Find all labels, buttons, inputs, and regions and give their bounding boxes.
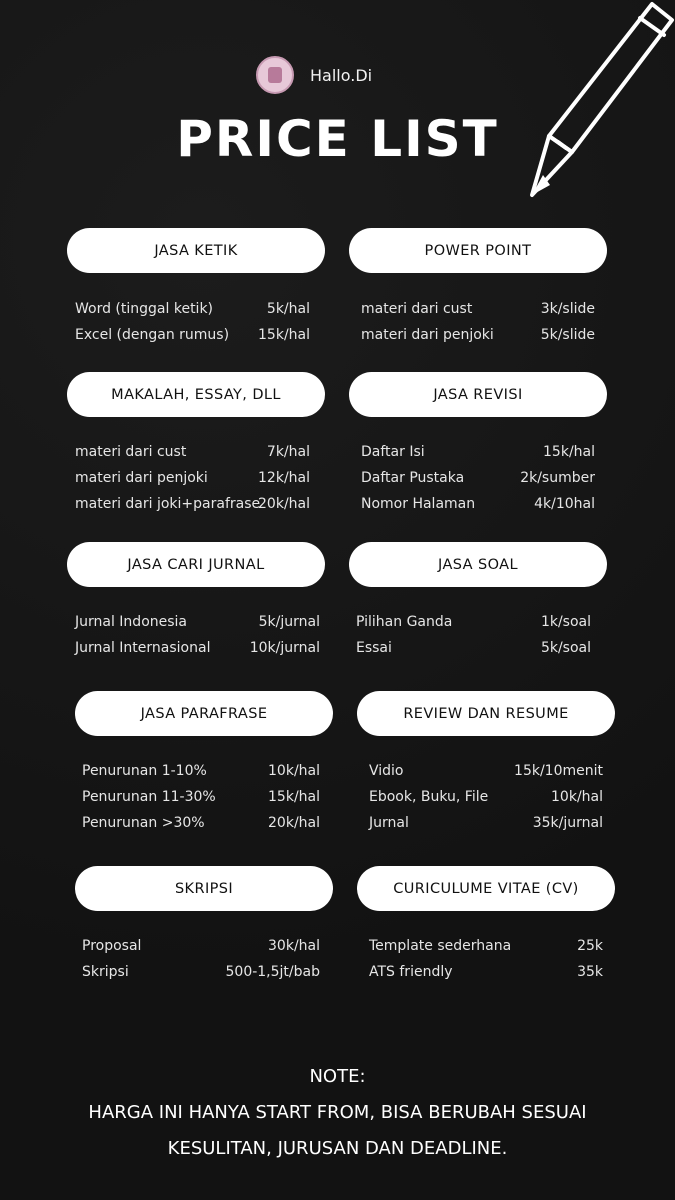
- item-price: 15k/hal: [258, 327, 310, 343]
- brand: [256, 56, 372, 94]
- note-line-1: HARGA INI HANYA START FROM, BISA BERUBAH SESUAI: [88, 1102, 587, 1123]
- price-row: [369, 789, 603, 815]
- page-title: PRICE LIST: [176, 110, 499, 168]
- item-label: Nomor Halaman: [361, 496, 476, 512]
- item-price: 7k/hal: [266, 444, 310, 460]
- section-heading: JASA SOAL: [349, 542, 607, 587]
- item-label: Excel (dengan rumus): [75, 327, 230, 343]
- section-rows: [82, 763, 320, 841]
- price-row: [75, 640, 320, 666]
- item-price: 10k/hal: [551, 789, 603, 805]
- section-heading: SKRIPSI: [75, 866, 333, 911]
- item-price: 15k/hal: [543, 444, 595, 460]
- note-heading: NOTE:: [309, 1066, 366, 1087]
- item-price: 35k: [577, 964, 603, 980]
- item-price: 35k/jurnal: [532, 815, 603, 831]
- price-row: [356, 614, 591, 640]
- section-rows: [75, 301, 310, 353]
- section-heading: MAKALAH, ESSAY, DLL: [67, 372, 325, 417]
- section-rows: [356, 614, 591, 666]
- item-label: Ebook, Buku, File: [369, 789, 489, 805]
- item-label: materi dari penjoki: [75, 470, 208, 486]
- price-row: [82, 789, 320, 815]
- item-label: Penurunan >30%: [82, 815, 205, 831]
- price-row: [75, 496, 310, 522]
- item-label: materi dari cust: [361, 301, 473, 317]
- price-row: [82, 964, 320, 990]
- brand-name: Hallo.Di: [310, 65, 373, 85]
- item-price: 25k: [577, 938, 603, 954]
- section-heading: JASA KETIK: [67, 228, 325, 273]
- item-label: Daftar Pustaka: [361, 470, 465, 486]
- item-label: Penurunan 11-30%: [82, 789, 216, 805]
- price-row: [75, 470, 310, 496]
- item-label: materi dari cust: [75, 444, 187, 460]
- item-price: 5k/soal: [540, 640, 591, 656]
- item-price: 4k/10hal: [534, 496, 595, 512]
- item-label: materi dari penjoki: [361, 327, 494, 343]
- section-rows: [361, 301, 595, 353]
- price-row: [361, 470, 595, 496]
- item-label: Vidio: [369, 763, 404, 779]
- price-row: [75, 327, 310, 353]
- item-label: Penurunan 1-10%: [82, 763, 207, 779]
- item-price: 10k/hal: [268, 763, 320, 779]
- price-row: [369, 964, 603, 990]
- item-label: Jurnal Internasional: [75, 640, 211, 656]
- section-heading: CURICULUME VITAE (CV): [357, 866, 615, 911]
- item-price: 500-1,5jt/bab: [225, 964, 320, 980]
- price-row: [75, 614, 320, 640]
- price-row: [369, 938, 603, 964]
- price-row: [361, 444, 595, 470]
- price-row: [369, 763, 603, 789]
- price-row: [361, 496, 595, 522]
- price-row: [369, 815, 603, 841]
- item-label: materi dari joki+parafrase: [75, 496, 261, 512]
- section-heading: JASA PARAFRASE: [75, 691, 333, 736]
- item-label: Daftar Isi: [361, 444, 425, 460]
- item-label: Jurnal Indonesia: [75, 614, 188, 630]
- item-price: 1k/soal: [540, 614, 591, 630]
- price-row: [82, 938, 320, 964]
- price-row: [356, 640, 591, 666]
- section-rows: [369, 763, 603, 841]
- section-rows: [75, 614, 320, 666]
- section-rows: [361, 444, 595, 522]
- item-label: ATS friendly: [369, 964, 453, 980]
- price-row: [82, 815, 320, 841]
- section-heading: POWER POINT: [349, 228, 607, 273]
- item-label: Skripsi: [82, 964, 129, 980]
- item-label: Proposal: [82, 938, 142, 954]
- item-price: 15k/10menit: [514, 763, 603, 779]
- price-row: [361, 327, 595, 353]
- item-label: Pilihan Ganda: [356, 614, 453, 630]
- item-label: Essai: [356, 640, 392, 656]
- price-row: [75, 301, 310, 327]
- pencil-icon: [522, 0, 675, 200]
- section-heading: JASA CARI JURNAL: [67, 542, 325, 587]
- section-rows: [369, 938, 603, 990]
- item-price: 5k/slide: [540, 327, 595, 343]
- item-price: 10k/jurnal: [249, 640, 320, 656]
- section-heading: JASA REVISI: [349, 372, 607, 417]
- avatar: [256, 56, 294, 94]
- item-label: Template sederhana: [369, 938, 512, 954]
- item-price: 5k/hal: [266, 301, 310, 317]
- item-price: 15k/hal: [268, 789, 320, 805]
- item-price: 20k/hal: [268, 815, 320, 831]
- item-label: Jurnal: [369, 815, 409, 831]
- price-row: [75, 444, 310, 470]
- item-price: 3k/slide: [540, 301, 595, 317]
- price-row: [82, 763, 320, 789]
- note-line-2: KESULITAN, JURUSAN DAN DEADLINE.: [167, 1138, 508, 1159]
- section-rows: [75, 444, 310, 522]
- item-price: 20k/hal: [258, 496, 310, 512]
- item-price: 12k/hal: [258, 470, 310, 486]
- section-rows: [82, 938, 320, 990]
- section-heading: REVIEW DAN RESUME: [357, 691, 615, 736]
- item-price: 30k/hal: [268, 938, 320, 954]
- price-row: [361, 301, 595, 327]
- item-label: Word (tinggal ketik): [75, 301, 214, 317]
- item-price: 2k/sumber: [520, 470, 595, 486]
- item-price: 5k/jurnal: [258, 614, 320, 630]
